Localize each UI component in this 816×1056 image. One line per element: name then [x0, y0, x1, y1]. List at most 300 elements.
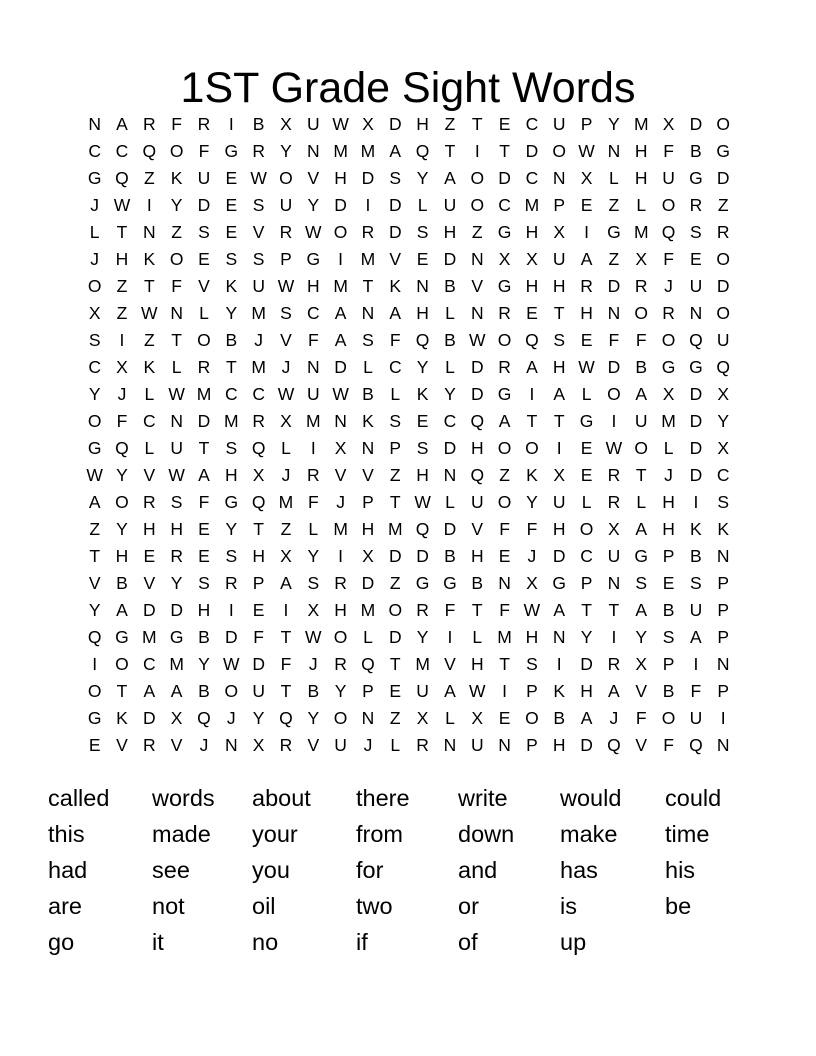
grid-cell: O	[388, 599, 403, 620]
word-list-item: had	[48, 856, 88, 883]
grid-cell: Y	[307, 707, 320, 728]
grid-cell: D	[388, 113, 402, 134]
grid-cell: X	[362, 545, 374, 566]
grid-cell: M	[306, 410, 321, 431]
grid-cell: Q	[415, 518, 430, 539]
grid-cell: J	[308, 653, 318, 674]
grid-cell: O	[552, 140, 567, 161]
grid-cell: J	[527, 545, 537, 566]
grid-cell: E	[498, 707, 511, 728]
grid-cell: H	[197, 599, 211, 620]
grid-cell: X	[635, 653, 648, 674]
grid-cell: V	[143, 572, 156, 593]
grid-cell: D	[580, 653, 593, 674]
grid-cell: T	[171, 329, 182, 350]
grid-cell: L	[445, 356, 455, 377]
grid-cell: C	[580, 545, 593, 566]
grid-cell: T	[280, 626, 292, 647]
grid-cell: W	[523, 599, 541, 620]
grid-cell: L	[417, 194, 428, 215]
grid-cell: Q	[716, 356, 731, 377]
grid-cell: V	[334, 464, 347, 485]
grid-cell: J	[664, 464, 673, 485]
grid-cell: O	[716, 302, 731, 323]
grid-cell: R	[498, 356, 511, 377]
grid-cell: N	[170, 410, 183, 431]
grid-cell: G	[497, 275, 512, 296]
grid-cell: S	[307, 572, 320, 593]
grid-cell: L	[144, 383, 155, 404]
grid-cell: D	[716, 275, 730, 296]
grid-cell: X	[307, 599, 320, 620]
grid-cell: O	[87, 275, 102, 296]
grid-cell: O	[716, 113, 731, 134]
grid-cell: Y	[307, 545, 320, 566]
grid-cell: N	[143, 221, 156, 242]
grid-cell: X	[526, 572, 538, 593]
grid-cell: C	[498, 194, 511, 215]
grid-cell: Y	[416, 167, 429, 188]
grid-cell: Y	[116, 518, 128, 539]
grid-cell: L	[390, 383, 401, 404]
grid-cell: W	[277, 275, 295, 296]
word-list-item: if	[356, 928, 368, 955]
grid-cell: U	[279, 194, 293, 215]
grid-cell: X	[88, 302, 101, 323]
grid-cell: T	[116, 680, 128, 701]
grid-cell: P	[717, 626, 730, 647]
grid-cell: L	[636, 194, 647, 215]
grid-cell: G	[689, 167, 703, 188]
grid-cell: Y	[116, 464, 128, 485]
grid-cell: Y	[280, 140, 292, 161]
grid-cell: R	[634, 275, 648, 296]
grid-cell: R	[580, 275, 593, 296]
grid-cell: H	[334, 599, 347, 620]
grid-cell: X	[608, 518, 620, 539]
grid-cell: F	[663, 140, 674, 161]
grid-cell: Y	[444, 383, 456, 404]
grid-cell: M	[633, 113, 649, 134]
grid-cell: J	[609, 707, 619, 728]
grid-cell: Y	[88, 599, 101, 620]
grid-cell: E	[416, 410, 429, 431]
grid-cell: O	[497, 437, 512, 458]
grid-cell: I	[228, 599, 234, 620]
grid-cell: D	[224, 626, 238, 647]
grid-cell: W	[468, 329, 486, 350]
grid-cell: O	[634, 437, 649, 458]
grid-cell: Q	[361, 653, 375, 674]
grid-cell: F	[499, 518, 510, 539]
grid-cell: Y	[580, 626, 593, 647]
grid-cell: N	[361, 437, 375, 458]
grid-cell: J	[363, 734, 373, 755]
word-list-item: oil	[252, 892, 276, 919]
grid-cell: E	[580, 464, 593, 485]
grid-cell: Y	[526, 491, 538, 512]
grid-cell: P	[553, 194, 566, 215]
grid-cell: T	[444, 140, 456, 161]
grid-cell: Z	[444, 113, 456, 134]
word-list-item: has	[560, 856, 598, 883]
grid-cell: I	[556, 437, 562, 458]
grid-cell: N	[443, 464, 457, 485]
grid-cell: J	[336, 491, 345, 512]
grid-cell: A	[635, 518, 648, 539]
grid-cell: K	[389, 275, 402, 296]
grid-cell: A	[444, 167, 456, 188]
grid-cell: W	[141, 302, 158, 323]
grid-cell: W	[250, 167, 267, 188]
grid-cell: X	[471, 707, 484, 728]
grid-cell: T	[89, 545, 101, 566]
grid-cell: X	[280, 113, 292, 134]
word-list	[48, 781, 729, 960]
grid-cell: T	[471, 599, 483, 620]
grid-cell: E	[580, 329, 593, 350]
grid-cell: Y	[416, 626, 429, 647]
grid-cell: G	[415, 572, 430, 593]
grid-cell: Q	[251, 491, 266, 512]
grid-cell: V	[143, 464, 156, 485]
word-list-item: make	[560, 821, 618, 848]
grid-cell: N	[361, 707, 375, 728]
grid-cell: U	[689, 275, 703, 296]
grid-cell: G	[224, 491, 239, 512]
word-list-item: your	[252, 821, 298, 848]
grid-cell: V	[198, 275, 210, 296]
grid-cell: L	[445, 302, 455, 323]
grid-cell: O	[661, 329, 676, 350]
grid-cell: I	[119, 329, 125, 350]
grid-cell: F	[198, 140, 210, 161]
grid-cell: Z	[389, 707, 401, 728]
grid-cell: R	[662, 302, 675, 323]
grid-cell: K	[225, 275, 238, 296]
grid-cell: W	[168, 464, 185, 485]
grid-cell: F	[499, 599, 510, 620]
grid-cell: X	[416, 707, 429, 728]
grid-cell: M	[360, 599, 376, 620]
grid-cell: W	[332, 113, 349, 134]
grid-cell: M	[196, 383, 212, 404]
grid-cell: L	[663, 437, 674, 458]
grid-cell: E	[580, 194, 593, 215]
grid-cell: H	[580, 680, 593, 701]
grid-cell: U	[552, 491, 566, 512]
grid-cell: N	[716, 545, 730, 566]
grid-cell: O	[169, 140, 184, 161]
word-list-item: up	[560, 928, 587, 955]
grid-cell: C	[443, 410, 457, 431]
grid-cell: F	[663, 734, 674, 755]
grid-cell: S	[362, 329, 374, 350]
grid-cell: Z	[116, 275, 128, 296]
word-list-item: be	[665, 892, 692, 919]
grid-cell: F	[280, 653, 292, 674]
grid-cell: C	[143, 410, 156, 431]
grid-cell: A	[635, 383, 648, 404]
grid-cell: A	[635, 599, 648, 620]
grid-cell: E	[690, 248, 702, 269]
grid-cell: N	[552, 167, 566, 188]
grid-cell: T	[253, 518, 264, 539]
grid-cell: H	[416, 113, 429, 134]
grid-cell: H	[525, 275, 539, 296]
grid-cell: I	[310, 437, 316, 458]
grid-cell: O	[333, 221, 348, 242]
grid-cell: D	[498, 167, 511, 188]
grid-cell: T	[225, 356, 237, 377]
grid-cell: B	[307, 680, 320, 701]
grid-cell: X	[717, 383, 730, 404]
grid-cell: S	[662, 626, 675, 647]
grid-cell: R	[416, 599, 429, 620]
grid-cell: M	[251, 356, 266, 377]
grid-cell: W	[414, 491, 431, 512]
grid-cell: V	[471, 275, 484, 296]
grid-cell: O	[579, 518, 594, 539]
grid-cell: O	[716, 248, 731, 269]
word-list-item: see	[152, 856, 190, 883]
grid-cell: G	[634, 545, 649, 566]
grid-cell: L	[144, 437, 155, 458]
grid-cell: C	[224, 383, 238, 404]
grid-cell: G	[169, 626, 184, 647]
grid-cell: I	[338, 248, 344, 269]
grid-cell: W	[168, 383, 185, 404]
grid-cell: L	[171, 356, 182, 377]
grid-cell: I	[502, 680, 508, 701]
grid-cell: F	[253, 626, 264, 647]
grid-cell: Z	[89, 518, 101, 539]
grid-cell: H	[552, 734, 566, 755]
grid-cell: K	[526, 464, 538, 485]
grid-cell: W	[86, 464, 103, 485]
grid-cell: R	[361, 221, 375, 242]
grid-cell: D	[470, 356, 484, 377]
grid-cell: T	[526, 410, 538, 431]
grid-cell: A	[580, 248, 593, 269]
grid-cell: M	[333, 275, 348, 296]
grid-cell: R	[224, 572, 238, 593]
grid-cell: U	[470, 734, 484, 755]
grid-cell: Y	[608, 113, 620, 134]
grid-cell: W	[605, 437, 623, 458]
grid-cell: D	[334, 356, 347, 377]
grid-cell: O	[333, 626, 348, 647]
grid-cell: Q	[689, 734, 703, 755]
grid-cell: U	[252, 275, 265, 296]
grid-cell: S	[416, 437, 429, 458]
grid-cell: S	[225, 248, 238, 269]
grid-cell: G	[115, 626, 129, 647]
grid-cell: C	[88, 356, 101, 377]
grid-cell: H	[143, 518, 156, 539]
grid-cell: V	[362, 464, 374, 485]
grid-cell: D	[361, 572, 375, 593]
grid-cell: P	[662, 545, 675, 566]
grid-cell: H	[525, 626, 539, 647]
word-search-grid	[81, 111, 737, 759]
grid-cell: B	[690, 140, 702, 161]
grid-cell: R	[334, 653, 347, 674]
grid-cell: R	[607, 464, 621, 485]
grid-cell: C	[88, 140, 101, 161]
grid-cell: S	[389, 167, 402, 188]
grid-cell: U	[252, 680, 265, 701]
word-list-item: time	[665, 821, 710, 848]
grid-cell: J	[226, 707, 236, 728]
grid-cell: L	[609, 167, 619, 188]
grid-cell: V	[635, 680, 648, 701]
grid-cell: E	[88, 734, 101, 755]
grid-cell: L	[445, 707, 455, 728]
grid-cell: B	[116, 572, 128, 593]
grid-cell: Y	[416, 356, 429, 377]
grid-cell: A	[334, 329, 347, 350]
grid-cell: H	[525, 221, 539, 242]
grid-cell: H	[552, 356, 566, 377]
grid-cell: K	[717, 518, 730, 539]
grid-cell: F	[635, 707, 647, 728]
grid-cell: D	[334, 194, 347, 215]
grid-cell: M	[387, 518, 403, 539]
word-list-item: his	[665, 856, 696, 883]
grid-cell: J	[664, 275, 673, 296]
grid-cell: D	[361, 167, 375, 188]
grid-cell: E	[225, 167, 238, 188]
grid-cell: A	[444, 680, 456, 701]
grid-cell: F	[526, 518, 538, 539]
grid-cell: C	[525, 113, 539, 134]
grid-cell: S	[690, 221, 702, 242]
grid-cell: Z	[143, 329, 155, 350]
grid-cell: H	[115, 545, 129, 566]
grid-cell: D	[443, 437, 457, 458]
grid-cell: T	[553, 410, 565, 431]
grid-cell: X	[498, 248, 511, 269]
grid-cell: V	[389, 248, 402, 269]
grid-cell: Y	[334, 680, 347, 701]
page-title: 1ST Grade Sight Words	[180, 63, 636, 112]
grid-cell: V	[307, 734, 320, 755]
grid-cell: V	[444, 653, 456, 674]
grid-cell: J	[199, 734, 209, 755]
grid-cell: A	[608, 680, 620, 701]
grid-cell: U	[662, 167, 675, 188]
grid-cell: B	[252, 113, 265, 134]
grid-cell: G	[87, 167, 102, 188]
grid-cell: Q	[279, 707, 293, 728]
grid-cell: D	[689, 410, 703, 431]
grid-cell: T	[389, 491, 401, 512]
grid-cell: W	[578, 356, 595, 377]
grid-cell: O	[333, 707, 348, 728]
grid-cell: L	[581, 491, 592, 512]
grid-cell: O	[197, 329, 211, 350]
grid-cell: J	[90, 248, 100, 269]
grid-cell: H	[443, 221, 457, 242]
word-list-item: this	[48, 821, 85, 848]
grid-cell: A	[553, 599, 566, 620]
grid-cell: W	[305, 221, 322, 242]
grid-cell: X	[580, 167, 593, 188]
grid-cell: L	[390, 734, 401, 755]
grid-cell: K	[362, 410, 374, 431]
grid-cell: X	[334, 437, 347, 458]
grid-cell: B	[471, 572, 484, 593]
grid-cell: X	[526, 248, 538, 269]
grid-cell: I	[720, 707, 726, 728]
grid-cell: U	[716, 329, 730, 350]
grid-cell: J	[90, 194, 100, 215]
grid-cell: R	[306, 464, 320, 485]
grid-cell: F	[608, 329, 620, 350]
grid-cell: I	[556, 653, 562, 674]
grid-cell: W	[578, 140, 595, 161]
grid-cell: N	[443, 734, 457, 755]
grid-cell: D	[197, 194, 211, 215]
grid-cell: O	[607, 383, 621, 404]
grid-cell: D	[580, 734, 593, 755]
grid-cell: Q	[470, 464, 485, 485]
grid-cell: G	[552, 572, 567, 593]
grid-cell: W	[113, 194, 131, 215]
grid-cell: M	[251, 302, 266, 323]
grid-cell: R	[143, 734, 156, 755]
grid-cell: K	[170, 167, 183, 188]
grid-cell: K	[690, 518, 702, 539]
grid-cell: P	[580, 572, 593, 593]
grid-cell: C	[143, 653, 156, 674]
grid-cell: J	[281, 356, 291, 377]
grid-cell: X	[662, 113, 675, 134]
grid-cell: N	[306, 356, 320, 377]
grid-cell: H	[662, 491, 675, 512]
grid-cell: L	[89, 221, 100, 242]
grid-cell: H	[224, 464, 238, 485]
grid-cell: T	[198, 437, 210, 458]
grid-cell: A	[280, 572, 292, 593]
grid-cell: C	[716, 464, 730, 485]
grid-cell: E	[198, 545, 210, 566]
grid-cell: F	[663, 248, 674, 269]
grid-cell: I	[693, 653, 699, 674]
grid-cell: W	[468, 680, 486, 701]
grid-cell: R	[689, 194, 703, 215]
grid-cell: E	[225, 194, 238, 215]
grid-cell: H	[361, 518, 375, 539]
grid-cell: U	[306, 113, 320, 134]
grid-cell: O	[169, 248, 184, 269]
grid-cell: S	[225, 437, 238, 458]
grid-cell: Z	[389, 464, 401, 485]
grid-cell: O	[497, 491, 512, 512]
grid-cell: R	[416, 734, 429, 755]
grid-cell: U	[689, 707, 703, 728]
grid-cell: Z	[471, 221, 483, 242]
grid-cell: I	[474, 140, 480, 161]
grid-cell: O	[87, 680, 102, 701]
grid-cell: V	[252, 221, 265, 242]
grid-cell: A	[88, 491, 101, 512]
word-list-item: down	[458, 821, 515, 848]
grid-cell: M	[661, 410, 676, 431]
grid-cell: U	[552, 248, 566, 269]
grid-cell: H	[662, 518, 675, 539]
